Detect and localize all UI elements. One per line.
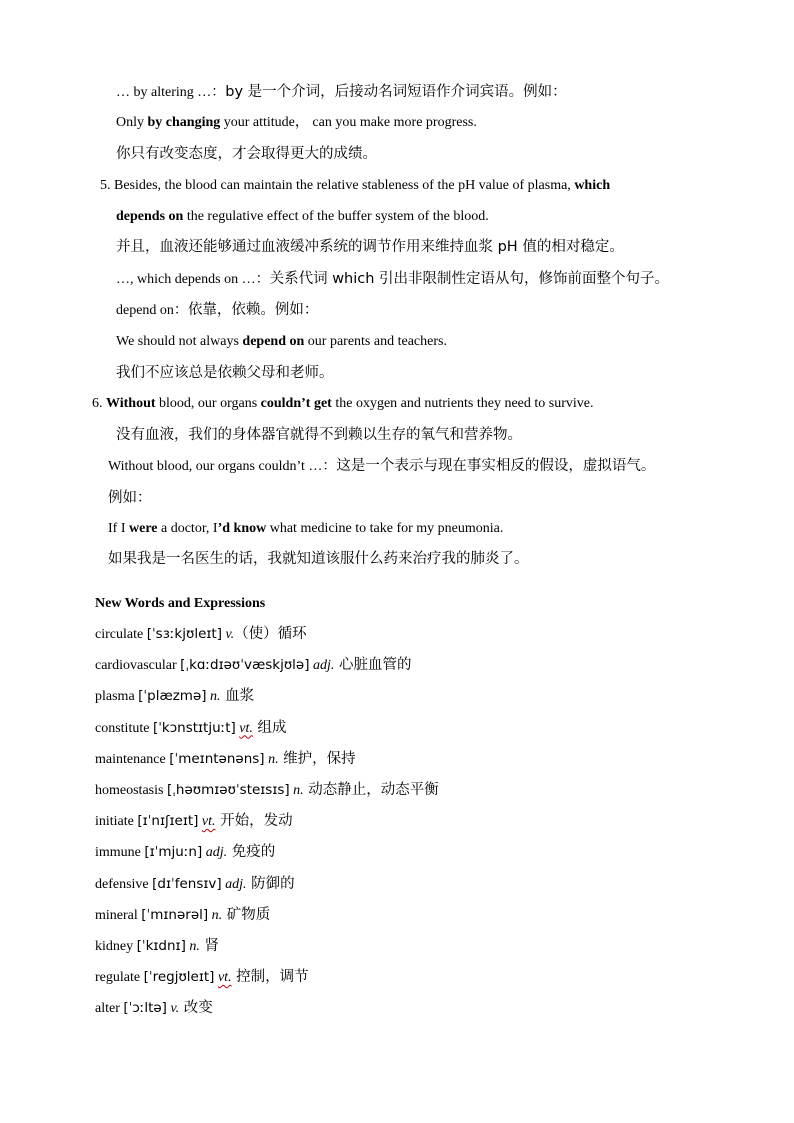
vocab-phonetic: [ˈkɪdnɪ] bbox=[136, 938, 186, 954]
note-which bbox=[116, 269, 669, 290]
example-translation: 我们不应该总是依赖父母和老师。 bbox=[116, 365, 334, 381]
note-phrase: …, which depends on …： bbox=[116, 272, 270, 287]
vocab-item bbox=[95, 811, 293, 832]
vocab-item bbox=[95, 780, 439, 801]
vocab-item bbox=[95, 749, 356, 770]
vocab-part-of-speech: vt. bbox=[217, 970, 232, 986]
vocab-word: initiate bbox=[95, 814, 134, 830]
vocab-phonetic: [ˈmɪnərəl] bbox=[141, 906, 209, 923]
vocab-phonetic: [ˌhəʊmɪəʊˈsteɪsɪs] bbox=[166, 782, 290, 798]
vocab-phonetic: [ˈplæzmə] bbox=[138, 688, 207, 705]
note-phrase: Without blood, our organs couldn’t …： bbox=[108, 459, 337, 474]
vocab-meaning: 防御的 bbox=[246, 875, 295, 892]
vocab-part-of-speech: n. bbox=[189, 939, 200, 954]
example-text: a doctor, I bbox=[157, 521, 218, 536]
vocab-word: defensive bbox=[95, 876, 149, 892]
note-depend-on bbox=[116, 300, 318, 321]
sentence-5-translation: 并且，血液还能够通过血液缓冲系统的调节作用来维持血浆 pH 值的相对稳定。 bbox=[116, 239, 624, 255]
example-label: 例如： bbox=[108, 490, 152, 506]
vocab-item bbox=[95, 624, 307, 645]
vocab-part-of-speech: n. bbox=[211, 907, 223, 923]
sentence-number: 6. bbox=[92, 396, 106, 411]
vocab-part-of-speech: v. bbox=[225, 627, 235, 642]
example-bold: depend on bbox=[242, 334, 305, 349]
vocab-phonetic: [ˈsɜːkjʊleɪt] bbox=[146, 626, 222, 642]
example-text: We should not always bbox=[116, 334, 243, 349]
vocab-part-of-speech: adj. bbox=[313, 658, 335, 674]
vocab-meaning: 组成 bbox=[252, 719, 287, 736]
note-phrase: … by altering …： bbox=[116, 85, 226, 100]
sentence-bold: couldn’t get bbox=[260, 396, 332, 411]
sentence-6-translation: 没有血液，我们的身体器官就得不到赖以生存的氧气和营养物。 bbox=[116, 427, 522, 443]
vocab-item bbox=[95, 655, 412, 676]
sentence-text: the oxygen and nutrients they need to survive. bbox=[331, 396, 594, 411]
vocab-phonetic: [ˈɔːltə] bbox=[123, 1000, 167, 1017]
vocab-word: regulate bbox=[95, 970, 141, 986]
vocab-item bbox=[95, 967, 309, 988]
vocab-word: circulate bbox=[95, 627, 144, 642]
sentence-text: blood, our organs bbox=[155, 396, 261, 411]
example-sentence bbox=[108, 519, 503, 539]
vocab-meaning: 血浆 bbox=[220, 688, 255, 705]
vocab-item bbox=[95, 874, 295, 895]
note-without bbox=[108, 456, 655, 477]
vocab-word: kidney bbox=[95, 939, 134, 954]
sentence-bold: depends on bbox=[116, 209, 184, 224]
vocab-phonetic: [ɪˈnɪʃɪeɪt] bbox=[137, 813, 199, 830]
sentence-5-line1 bbox=[100, 176, 610, 196]
vocab-part-of-speech: vt. bbox=[239, 720, 253, 736]
vocab-heading: New Words and Expressions bbox=[95, 596, 266, 611]
vocab-part-of-speech: vt. bbox=[201, 814, 216, 830]
sentence-bold: which bbox=[574, 178, 611, 193]
vocab-meaning: 矿物质 bbox=[222, 906, 271, 923]
example-text: what medicine to take for my pneumonia. bbox=[266, 521, 504, 536]
vocab-phonetic: [ˈkɔnstɪtjuːt] bbox=[152, 719, 236, 736]
vocab-item bbox=[95, 718, 286, 739]
vocab-item bbox=[95, 686, 254, 707]
vocab-meaning: 心脏血管的 bbox=[334, 657, 412, 674]
sentence-bold: Without bbox=[106, 396, 156, 411]
example-translation: 如果我是一名医生的话，我就知道该服什么药来治疗我的肺炎了。 bbox=[108, 551, 529, 567]
vocab-item bbox=[95, 936, 219, 957]
sentence-text: 5. Besides, the blood can maintain the relative stableness of the pH value of plasma, bbox=[100, 178, 575, 193]
vocab-meaning: 肾 bbox=[199, 938, 219, 954]
example-text: Only bbox=[116, 115, 148, 130]
vocab-meaning: 控制，调节 bbox=[231, 969, 309, 986]
vocab-phonetic: [ˈregjʊleɪt] bbox=[143, 969, 215, 986]
vocab-meaning: 免疫的 bbox=[227, 844, 276, 861]
vocab-meaning: 改变 bbox=[179, 1000, 213, 1017]
note-phrase: depend on： bbox=[116, 303, 188, 318]
note-text: by 是一个介词，后接动名词短语作介词宾语。例如： bbox=[225, 84, 567, 100]
vocab-meaning: 动态静止，动态平衡 bbox=[303, 782, 439, 798]
note-text: 这是一个表示与现在事实相反的假设，虚拟语气。 bbox=[336, 458, 656, 474]
vocab-word: cardiovascular bbox=[95, 658, 177, 674]
vocab-phonetic: [ɪˈmjuːn] bbox=[144, 844, 203, 861]
vocab-meaning: 开始，发动 bbox=[215, 813, 293, 830]
vocab-part-of-speech: v. bbox=[170, 1001, 180, 1017]
vocab-phonetic: [ˈmeɪntənəns] bbox=[169, 750, 265, 767]
vocab-part-of-speech: n. bbox=[293, 783, 304, 798]
vocab-word: alter bbox=[95, 1001, 120, 1017]
example-sentence bbox=[116, 113, 477, 133]
note-by-altering bbox=[116, 82, 567, 103]
vocab-part-of-speech: adj. bbox=[225, 876, 247, 892]
vocab-word: immune bbox=[95, 845, 141, 861]
sentence-5-line2 bbox=[116, 207, 489, 227]
example-text: If I bbox=[108, 521, 129, 536]
vocab-word: homeostasis bbox=[95, 783, 164, 798]
example-bold: were bbox=[129, 521, 158, 536]
example-text: your attitude， can you make more progress. bbox=[220, 115, 477, 130]
sentence-text: the regulative effect of the buffer system of the blood. bbox=[183, 209, 489, 224]
vocab-meaning: 维护，保持 bbox=[278, 750, 356, 767]
example-translation: 你只有改变态度，才会取得更大的成绩。 bbox=[116, 146, 377, 162]
note-text: 依靠，依赖。例如： bbox=[187, 302, 319, 318]
vocab-word: constitute bbox=[95, 720, 150, 736]
vocab-item bbox=[95, 998, 213, 1019]
vocab-item bbox=[95, 842, 275, 863]
vocab-word: maintenance bbox=[95, 751, 166, 767]
vocab-word: mineral bbox=[95, 907, 138, 923]
vocab-phonetic: [ˌkɑːdɪəʊˈvæskjʊlə] bbox=[180, 657, 310, 674]
vocab-meaning: （使）循环 bbox=[234, 626, 307, 642]
sentence-6-line1 bbox=[92, 394, 594, 414]
example-sentence bbox=[116, 332, 447, 352]
example-bold: by changing bbox=[147, 115, 221, 130]
vocab-part-of-speech: n. bbox=[210, 689, 221, 705]
vocab-word: plasma bbox=[95, 689, 135, 705]
vocab-phonetic: [dɪˈfensɪv] bbox=[152, 875, 222, 892]
vocab-item bbox=[95, 905, 270, 926]
example-text: our parents and teachers. bbox=[304, 334, 447, 349]
vocab-part-of-speech: n. bbox=[268, 751, 279, 767]
example-bold: ’d know bbox=[217, 521, 267, 536]
vocab-part-of-speech: adj. bbox=[205, 845, 228, 861]
note-text: 关系代词 which 引出非限制性定语从句，修饰前面整个句子。 bbox=[269, 271, 670, 287]
